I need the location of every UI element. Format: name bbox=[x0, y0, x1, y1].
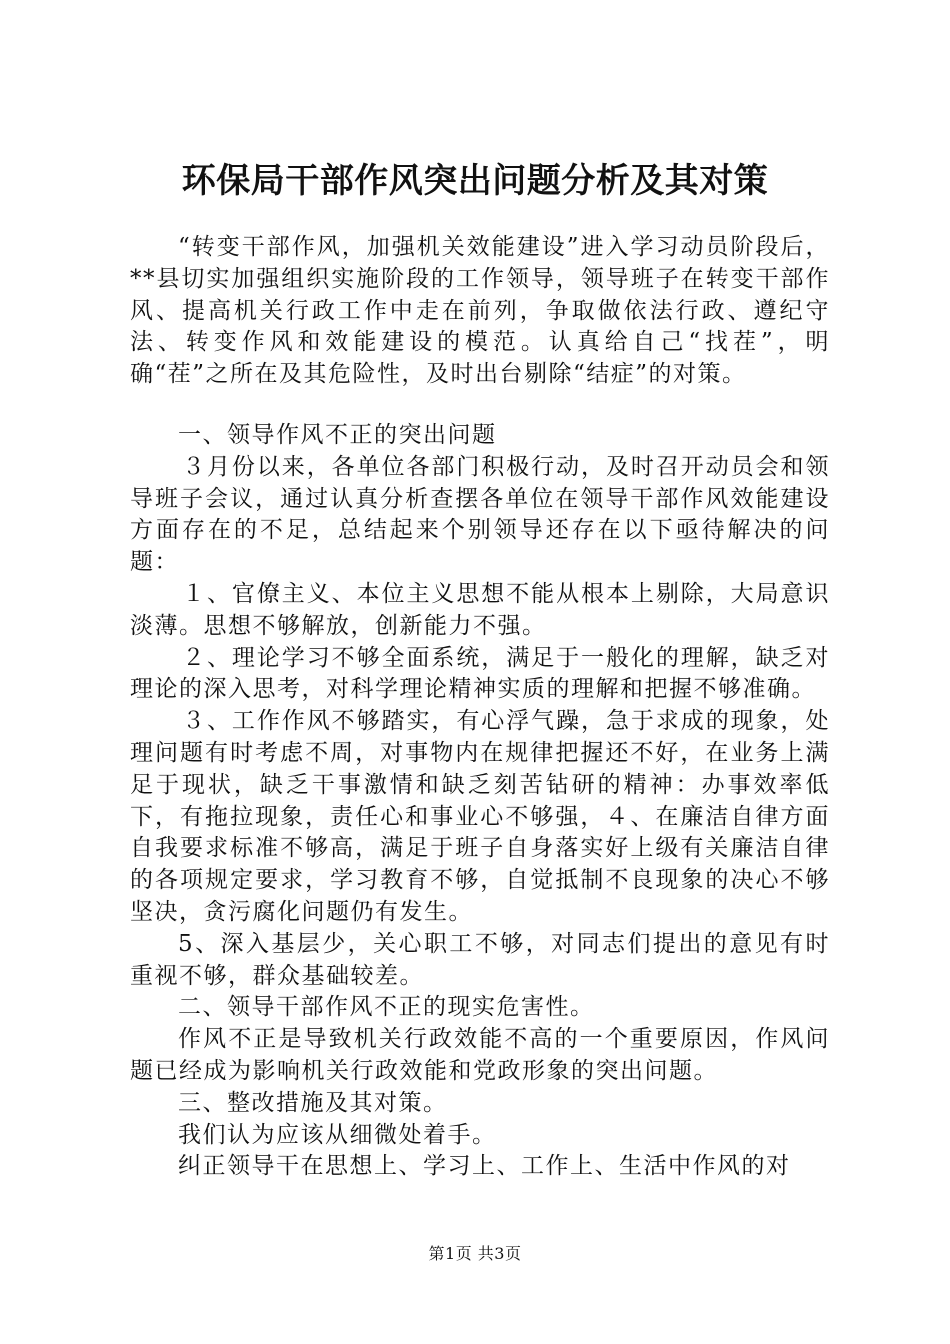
list-item-5: 5、深入基层少，关心职工不够，对同志们提出的意见有时重视不够，群众基础较差。 bbox=[130, 930, 830, 989]
section-heading-3: 三、整改措施及其对策。 bbox=[178, 1089, 448, 1116]
list-item-2: ２、理论学习不够全面系统，满足于一般化的理解，缺乏对理论的深入思考，对科学理论精神实质的理解和把握不够准确。 bbox=[130, 644, 830, 703]
body-paragraph: 纠正领导干在思想上、学习上、工作上、生活中作风的对 bbox=[178, 1153, 791, 1180]
body-paragraph: 作风不正是导致机关行政效能不高的一个重要原因，作风问题已经成为影响机关行政效能和党政形象的突出问题。 bbox=[130, 1026, 830, 1084]
paragraph-spacer bbox=[130, 391, 830, 420]
body-paragraph: ３月份以来，各单位各部门积极行动，及时召开动员会和领导班子会议，通过认真分析查摆各单位在领导干部作风效能建设方面存在的不足，总结起来个别领导还存在以下亟待解决的问题： bbox=[130, 453, 830, 576]
body-paragraph: 我们认为应该从细微处着手。 bbox=[178, 1121, 497, 1148]
list-item-3: ３、工作作风不够踏实，有心浮气躁，急于求成的现象，处理问题有时考虑不周，对事物内在规律把握还不好，在业务上满足于现状，缺乏干事激情和缺乏刻苦钻研的精神：办事效率低下，有拖拉现象，责任心和事业心不够强，４、在廉洁自律方面自我要求标准不够高，满足于班子自身落实好上级有关廉洁自律的各项规定要求，学习教育不够，自觉抵制不良现象的决心不够坚决，贪污腐化问题仍有发生。 bbox=[130, 708, 830, 925]
document-title: 环保局干部作风突出问题分析及其对策 bbox=[181, 161, 769, 201]
page-number: 第1页 共3页 bbox=[428, 1244, 522, 1263]
document-body bbox=[130, 232, 830, 1183]
section-heading-1: 一、领导作风不正的突出问题 bbox=[178, 421, 497, 448]
list-item-1: １、官僚主义、本位主义思想不能从根本上剔除，大局意识淡薄。思想不够解放，创新能力不强。 bbox=[130, 580, 830, 639]
section-heading-2: 二、领导干部作风不正的现实危害性。 bbox=[178, 994, 595, 1021]
intro-paragraph: “转变干部作风，加强机关效能建设”进入学习动员阶段后，**县切实加强组织实施阶段的工作领导，领导班子在转变干部作风、提高机关行政工作中走在前列，争取做依法行政、遵纪守法、转变作风和效能建设的模范。认真给自己“找茬”，明确“茬”之所在及其危险性，及时出台剔除“结症”的对策。 bbox=[130, 234, 830, 388]
